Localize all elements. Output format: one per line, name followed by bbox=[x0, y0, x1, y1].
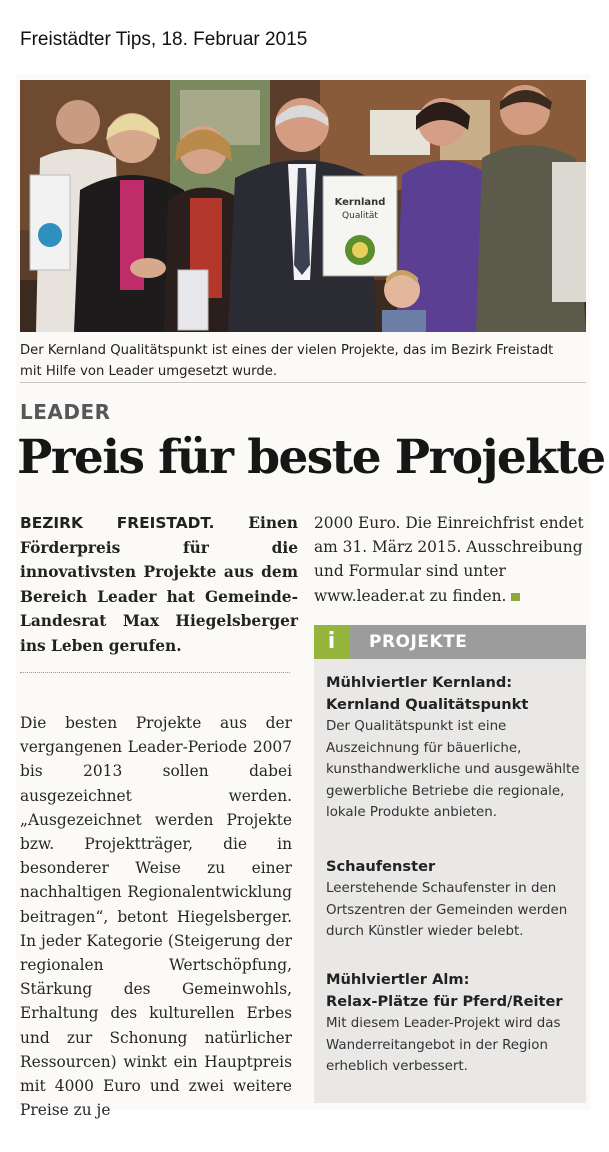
flyer bbox=[30, 175, 70, 270]
headline: Preis für beste Projekte bbox=[17, 430, 605, 485]
body-continuation bbox=[314, 511, 586, 608]
photo-caption: Der Kernland Qualitätspunkt ist eines der vielen Projekte, das im Bezirk Freistadt mit Hilfe von Leader umgesetzt wurde. bbox=[20, 343, 554, 379]
lead-text: Einen Förderpreis für die innovativsten Projekte aus dem Bereich Leader hat Gemeinde-Landesrat Max Hiegelsberger ins Leben gerufen. bbox=[20, 514, 298, 655]
sign-line1: Kernland bbox=[334, 197, 386, 208]
info-item-title: Kernland Qualitätspunkt bbox=[326, 696, 529, 713]
group-photo bbox=[20, 80, 586, 332]
info-item-text: Mit diesem Leader-Projekt wird das Wanderreitangebot in der Region erheblich verbessert. bbox=[326, 1016, 561, 1074]
caption-divider bbox=[20, 382, 586, 383]
info-item-text: Der Qualitätspunkt ist eine Auszeichnung für bäuerliche, kunsthandwerkliche und ausgewählte gewerbliche Betriebe die regionale, lokale Produkte anbieten. bbox=[326, 719, 580, 820]
info-item-text: Leerstehende Schaufenster in den Ortszentren der Gemeinden werden durch Künstler wieder belebt. bbox=[326, 881, 568, 939]
kernland-sign bbox=[323, 176, 397, 276]
info-box-title: PROJEKTE bbox=[369, 632, 468, 652]
info-item-title: Mühlviertler Kernland: bbox=[326, 674, 513, 691]
sign-line2: Qualität bbox=[342, 211, 378, 221]
group-photo-drawing bbox=[20, 80, 586, 332]
info-box bbox=[314, 625, 586, 1103]
kicker: LEADER bbox=[20, 400, 111, 424]
info-item-title: Relax-Plätze für Pferd/Reiter bbox=[326, 993, 563, 1010]
lead-divider bbox=[20, 672, 290, 673]
continuation-text: 2000 Euro. Die Einreichfrist endet am 31. März 2015. Ausschreibung und Formular sind unter www.leader.at zu finden. bbox=[314, 514, 584, 605]
info-item-title: Mühlviertler Alm: bbox=[326, 971, 470, 988]
source-line: Freistädter Tips, 18. Februar 2015 bbox=[20, 29, 308, 50]
info-item-title: Schaufenster bbox=[326, 858, 436, 875]
end-mark-icon bbox=[511, 593, 520, 601]
lead-place: BEZIRK FREISTADT. bbox=[20, 514, 215, 532]
info-item bbox=[326, 856, 581, 943]
info-item bbox=[326, 672, 581, 824]
info-box-header bbox=[314, 625, 586, 659]
lead-paragraph bbox=[20, 511, 298, 659]
info-item bbox=[326, 969, 581, 1078]
info-icon: i bbox=[314, 625, 349, 659]
body-paragraph: Die besten Projekte aus der vergangenen Leader-Periode 2007 bis 2013 sollen dabei ausgezeichnet werden. „Ausgezeichnet werden Projekte bzw. Projektträger, die in besonderer Weise zu einer nachhaltigen Regionalentwicklung beitragen“, betont Hiegelsberger. In jeder Kategorie (Steigerung der regionalen Wertschöpfung, Stärkung des Gemeinwohls, Erhaltung des kulturellen Erbes und zur Schonung natürlicher Ressourcen) winkt ein Hauptpreis mit 4000 Euro und zwei weitere Preise zu je bbox=[20, 714, 292, 1120]
